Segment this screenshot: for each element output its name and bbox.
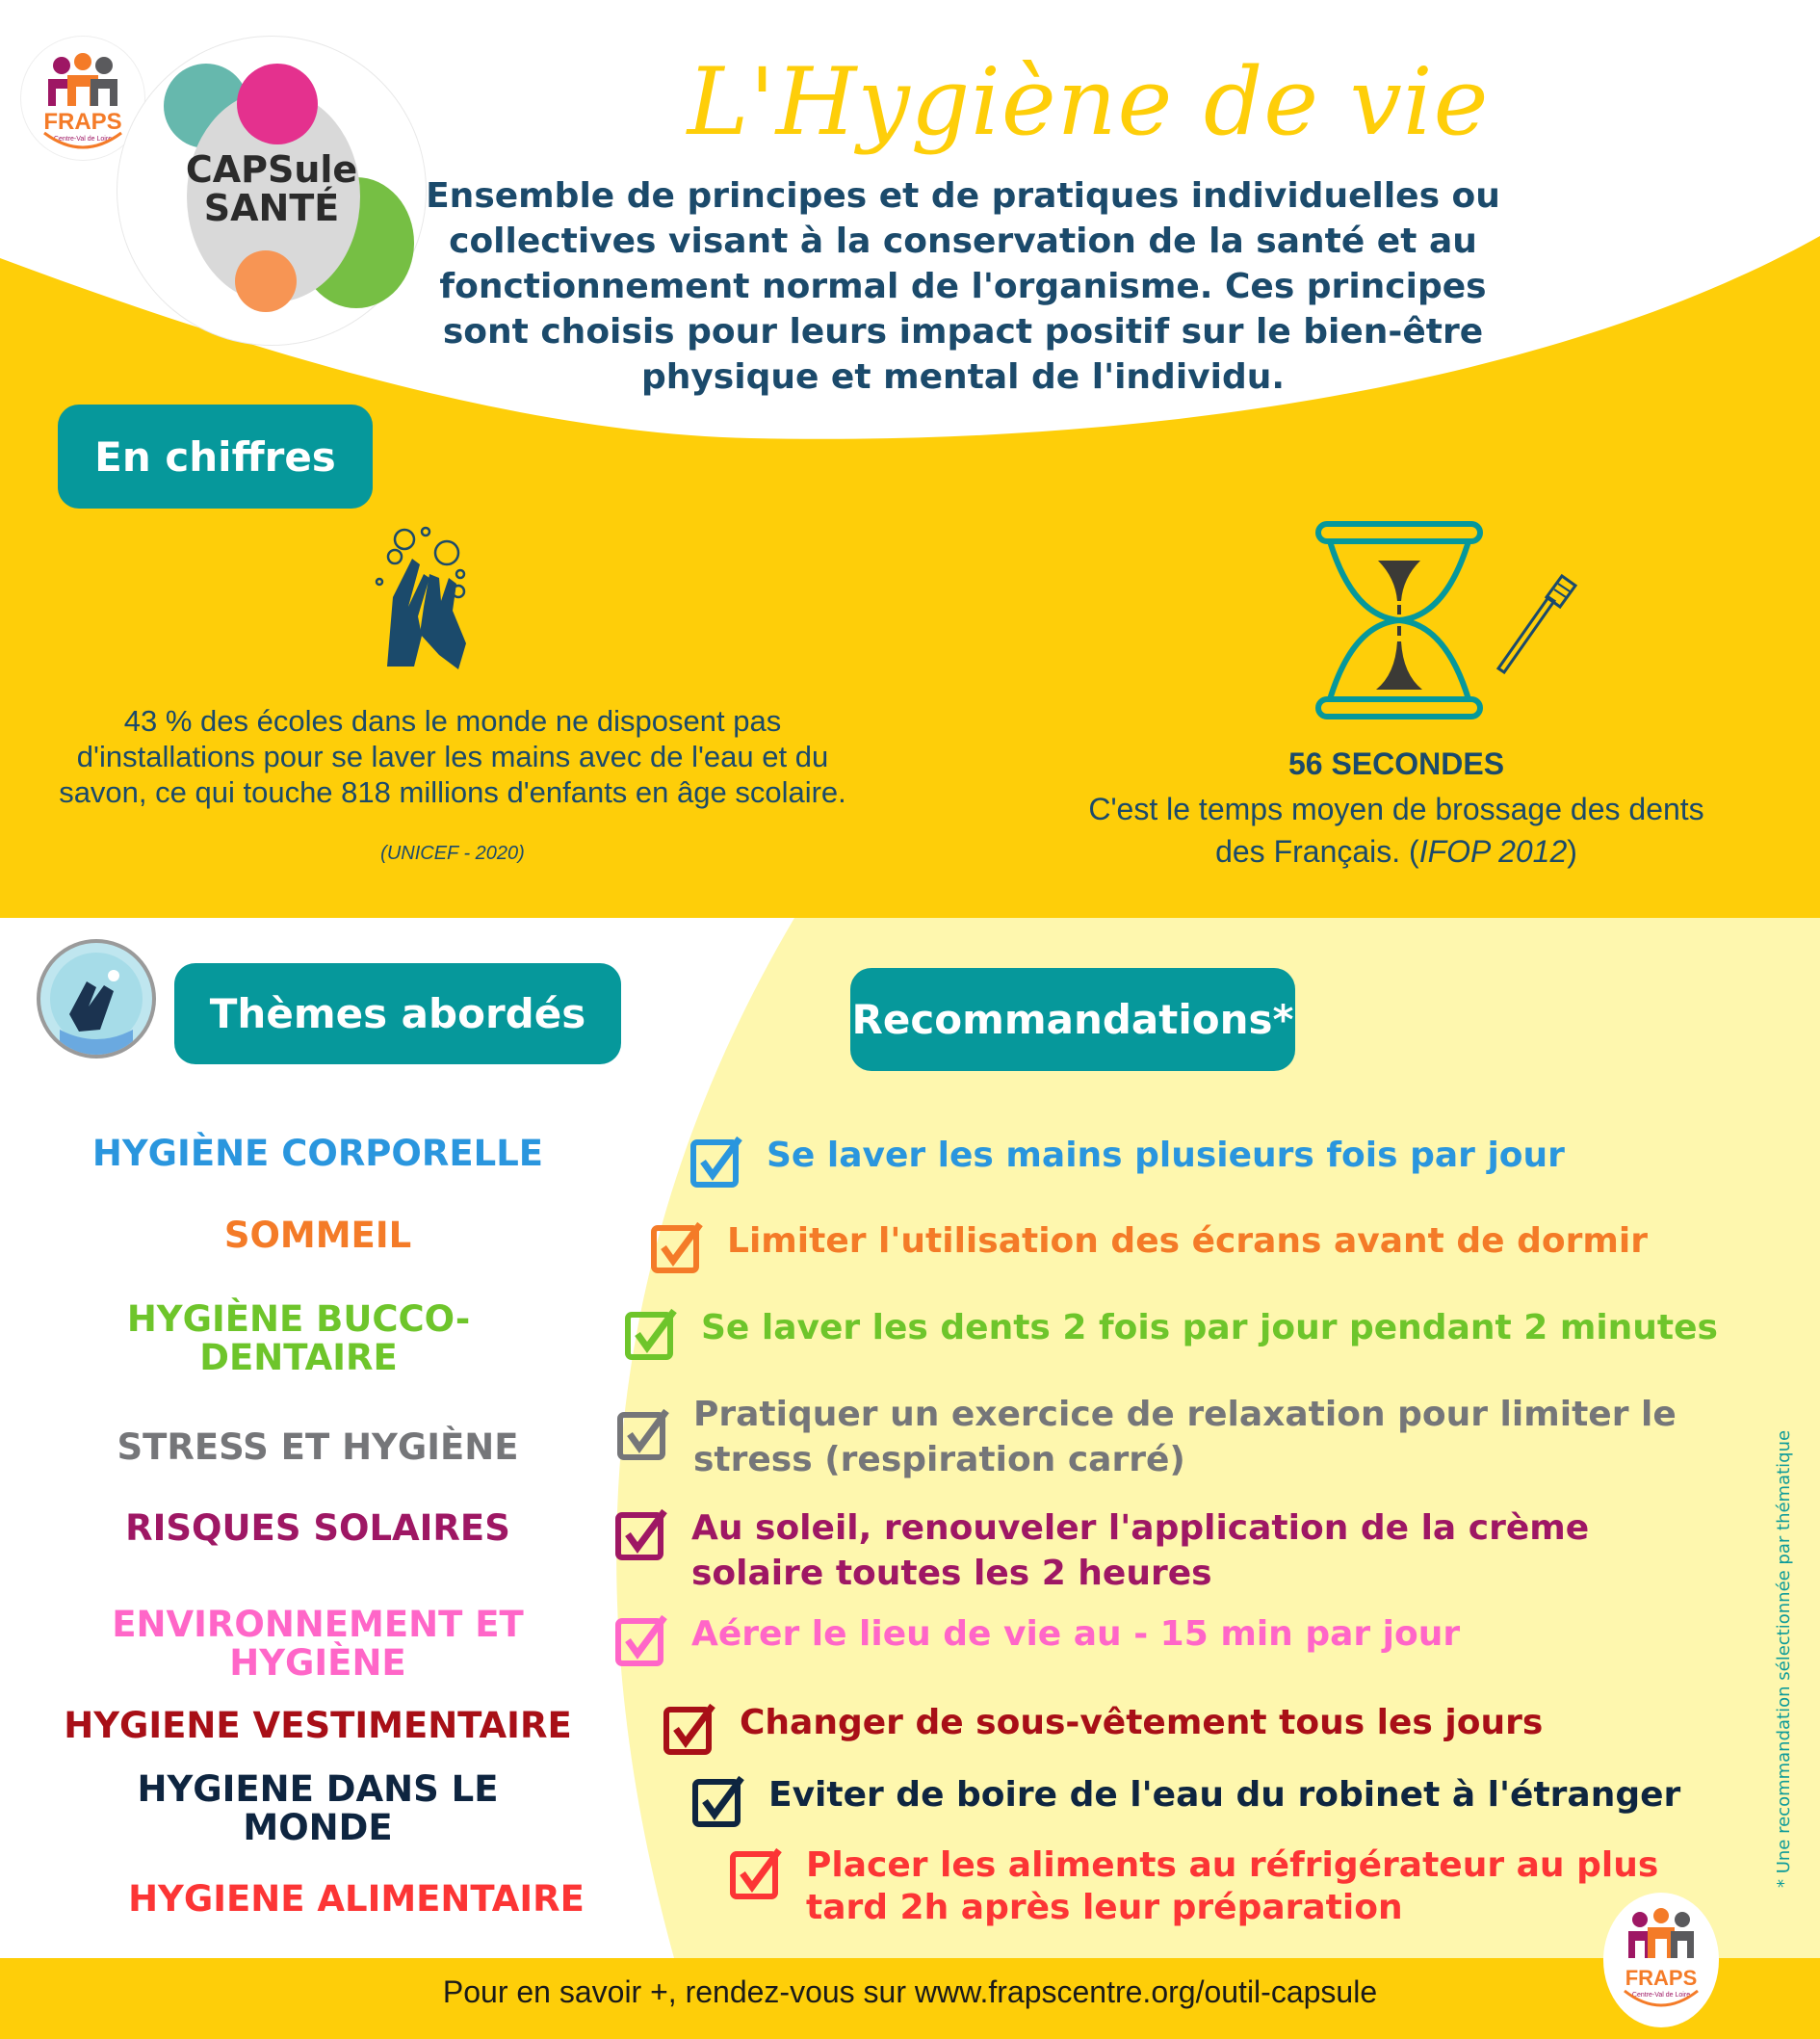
stat-brushing-line1: C'est le temps moyen de brossage des dents — [1088, 792, 1704, 826]
recommendation-item — [729, 1844, 1750, 1929]
checkbox-checked-icon — [616, 1407, 672, 1463]
page-title: L'Hygiène de vie — [687, 48, 1490, 156]
recommendation-item — [614, 1611, 1722, 1669]
recommendation-item — [650, 1218, 1757, 1276]
theme-item: STRESS ET HYGIÈNE — [117, 1426, 519, 1468]
toothbrush-icon — [1491, 568, 1587, 674]
recommendation-item — [691, 1772, 1751, 1830]
fraps-people-icon — [1603, 1893, 1719, 2027]
checkbox-checked-icon — [729, 1846, 785, 1902]
intro-paragraph: Ensemble de principes et de pratiques individuelles ou collectives visant à la conservation de la santé et au fonctionnement normal de l'organisme. Ces principes sont choisis pour leurs impact positif sur le bien-être physique et mental de l'individu. — [426, 176, 1500, 397]
svg-text:Centre-Val de Loire: Centre-Val de Loire — [53, 136, 113, 143]
recommendation-text: Se laver les mains plusieurs fois par jour — [767, 1136, 1565, 1175]
checkbox-checked-icon — [691, 1774, 747, 1830]
recommendation-text: Se laver les dents 2 fois par jour pendant 2 minutes — [701, 1308, 1718, 1347]
footer-link-text[interactable]: Pour en savoir +, rendez-vous sur www.frapscentre.org/outil-capsule — [442, 1974, 1378, 2009]
svg-text:Centre-Val de Loire: Centre-Val de Loire — [1631, 1992, 1691, 1999]
stat-brushing-source: IFOP 2012 — [1418, 834, 1568, 869]
checkbox-checked-icon — [689, 1135, 745, 1190]
theme-item: SOMMEIL — [223, 1215, 412, 1256]
theme-item: HYGIENE DANS LE MONDE — [137, 1768, 499, 1848]
hand-soap-badge-icon — [37, 939, 156, 1059]
section-heading-recommendations — [850, 968, 1295, 1071]
theme-item: RISQUES SOLAIRES — [125, 1507, 510, 1549]
checkbox-checked-icon — [663, 1702, 718, 1758]
recommendation-text: Changer de sous-vêtement tous les jours — [740, 1703, 1544, 1742]
checkbox-checked-icon — [614, 1613, 670, 1669]
checkbox-checked-icon — [614, 1507, 670, 1563]
section-heading-figures — [58, 405, 373, 509]
stat-brushing-headline: 56 SECONDES — [1287, 746, 1505, 781]
section-heading-themes — [174, 963, 621, 1064]
fraps-logo-footer — [1603, 1893, 1719, 2027]
recommendation-item — [614, 1505, 1693, 1596]
stat-brushing-text — [1011, 788, 1781, 873]
recommendation-item — [616, 1392, 1714, 1482]
theme-item: HYGIÈNE BUCCO- DENTAIRE — [126, 1298, 471, 1378]
recommendation-item — [624, 1305, 1780, 1363]
recommendation-item — [689, 1133, 1749, 1190]
svg-text:FRAPS: FRAPS — [1625, 1966, 1698, 1990]
hourglass-icon — [1314, 520, 1488, 722]
theme-item: HYGIENE ALIMENTAIRE — [128, 1878, 585, 1920]
capsule-logo-line2: SANTÉ — [203, 187, 340, 229]
theme-item: HYGIÈNE CORPORELLE — [91, 1133, 544, 1174]
stat-brushing-line2: des Français. (IFOP 2012) — [1215, 834, 1577, 869]
recommendation-text: Limiter l'utilisation des écrans avant de dormir — [727, 1221, 1648, 1261]
theme-item: HYGIENE VESTIMENTAIRE — [64, 1705, 572, 1746]
recommendation-text: Aérer le lieu de vie au - 15 min par jour — [691, 1614, 1461, 1654]
svg-text:FRAPS: FRAPS — [43, 109, 122, 135]
figures-heading-label: En chiffres — [94, 432, 336, 481]
stat-handwashing-source: (UNICEF - 2020) — [380, 843, 525, 864]
handwashing-icon — [366, 520, 520, 674]
capsule-logo-line1: CAPSule — [185, 148, 358, 191]
checkbox-checked-icon — [650, 1220, 706, 1276]
recommendations-footnote: * Une recommandation sélectionnée par thématique — [1774, 1429, 1794, 1888]
recommendations-heading-label: Recommandations* — [851, 996, 1294, 1043]
recommendation-text: Au soleil, renouveler l'application de la crème solaire toutes les 2 heures — [691, 1508, 1590, 1593]
recommendation-text: Pratiquer un exercice de relaxation pour limiter le stress (respiration carré) — [693, 1395, 1677, 1479]
stat-handwashing-text: 43 % des écoles dans le monde ne disposent pas d'installations pour se laver les mains avec de l'eau et du savon, ce qui touche 818 millions d'enfants en âge scolaire. — [59, 704, 846, 809]
theme-item: ENVIRONNEMENT ET HYGIÈNE — [112, 1604, 524, 1684]
themes-heading-label: Thèmes abordés — [209, 990, 586, 1037]
checkbox-checked-icon — [624, 1307, 680, 1363]
capsule-sante-logo — [117, 37, 426, 345]
recommendation-text: Placer les aliments au réfrigérateur au plus tard 2h après leur préparation — [806, 1845, 1659, 1927]
recommendation-item — [663, 1700, 1722, 1758]
recommendation-text: Eviter de boire de l'eau du robinet à l'étranger — [768, 1775, 1681, 1815]
